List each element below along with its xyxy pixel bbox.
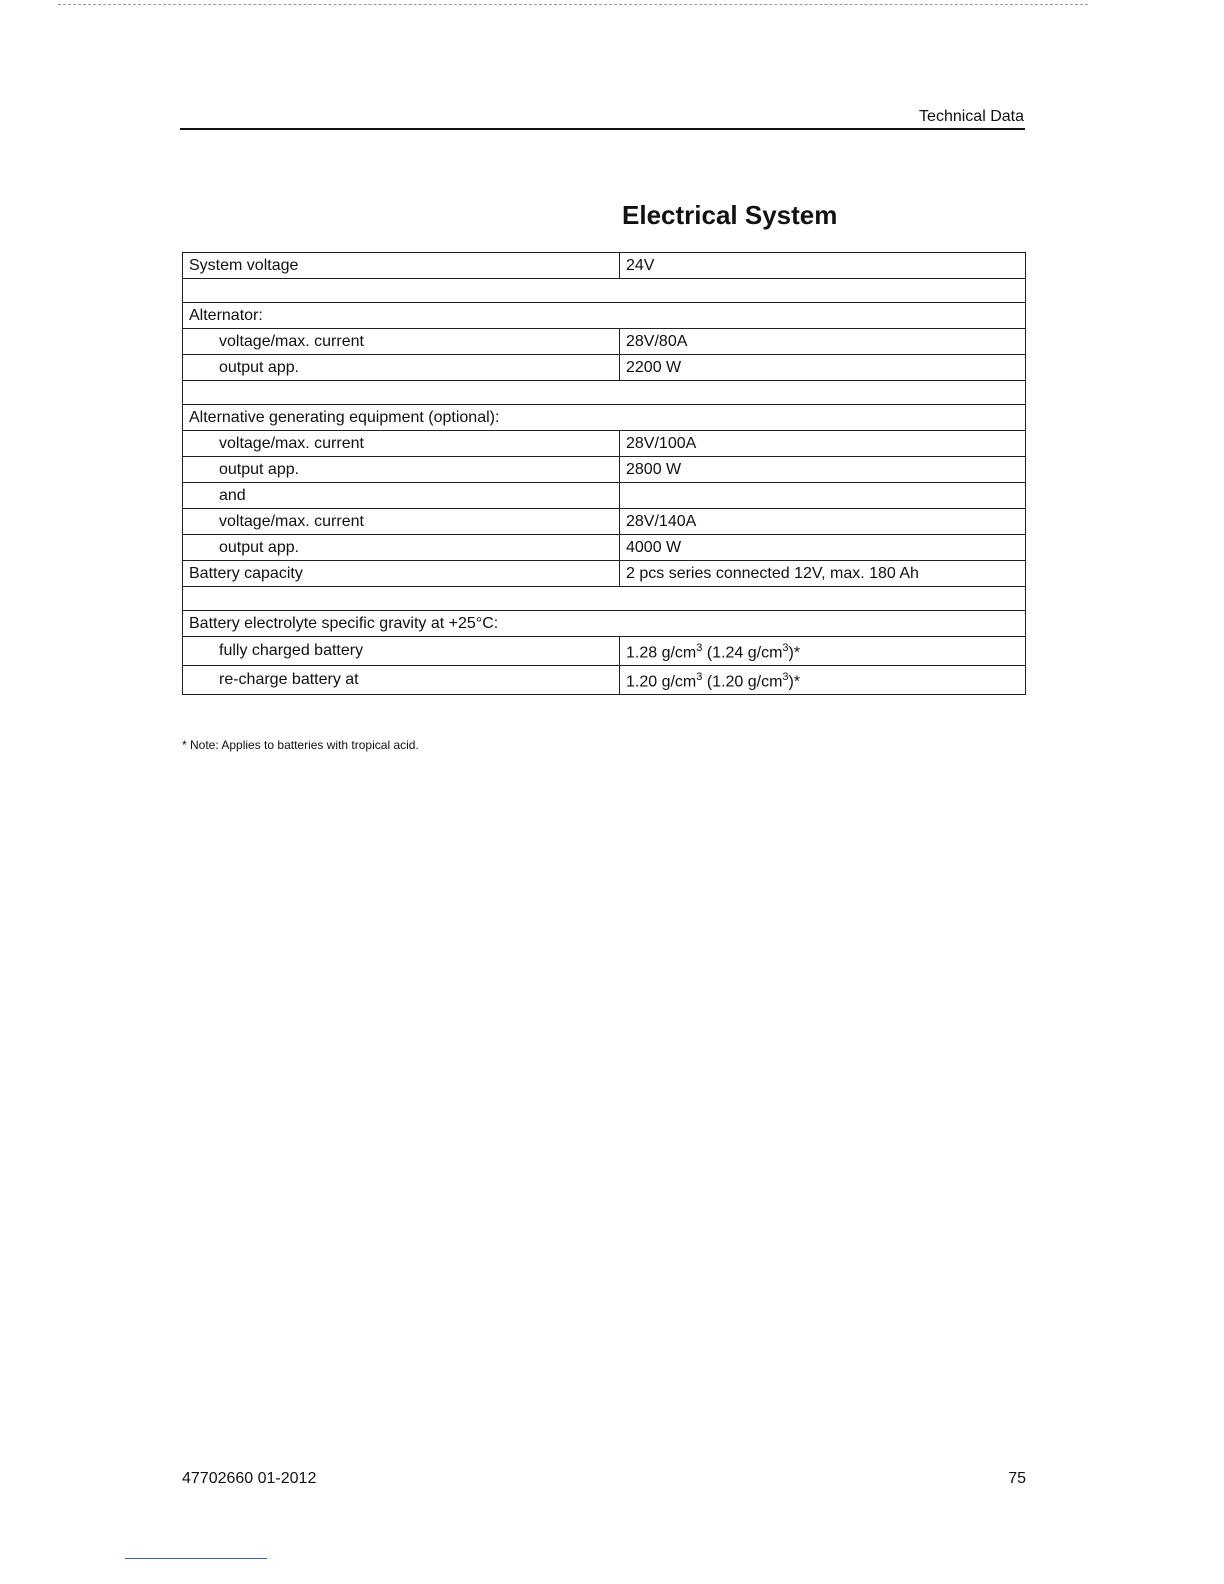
spec-value: 28V/80A	[620, 329, 1026, 355]
header-divider	[180, 128, 1025, 130]
table-row	[183, 637, 1026, 666]
value-paren: (1.20 g/cm	[702, 673, 783, 691]
superscript: 3	[782, 671, 789, 684]
table-row	[183, 561, 1026, 587]
scan-top-edge	[58, 4, 1088, 5]
superscript: 3	[782, 642, 789, 655]
group-heading: Alternative generating equipment (optional):	[183, 405, 1026, 431]
spec-label: output app.	[183, 457, 620, 483]
spec-label: and	[183, 483, 620, 509]
page-title: Electrical System	[622, 200, 838, 230]
table-spacer-row	[183, 587, 1026, 611]
spec-label: re-charge battery at	[183, 666, 620, 695]
value-end: )*	[788, 644, 801, 662]
spec-label: output app.	[183, 535, 620, 561]
spec-value: 2800 W	[620, 457, 1026, 483]
table-spacer-row	[183, 381, 1026, 405]
table-row	[183, 329, 1026, 355]
superscript: 3	[696, 642, 703, 655]
table-row	[183, 355, 1026, 381]
spec-value: 28V/140A	[620, 509, 1026, 535]
table-row	[183, 303, 1026, 329]
spec-value	[620, 483, 1026, 509]
table-row	[183, 483, 1026, 509]
spec-label: voltage/max. current	[183, 509, 620, 535]
spec-label: System voltage	[183, 253, 620, 279]
section-header: Technical Data	[919, 108, 1024, 125]
spec-label: Battery capacity	[183, 561, 620, 587]
page-number: 75	[1008, 1470, 1026, 1487]
superscript: 3	[696, 671, 703, 684]
spec-value: 4000 W	[620, 535, 1026, 561]
table-row	[183, 431, 1026, 457]
table-row	[183, 535, 1026, 561]
spec-value: 2 pcs series connected 12V, max. 180 Ah	[620, 561, 1026, 587]
table-row	[183, 405, 1026, 431]
table-row	[183, 509, 1026, 535]
value-main: 1.28 g/cm	[626, 644, 697, 662]
table-spacer-row	[183, 279, 1026, 303]
spec-value: 28V/100A	[620, 431, 1026, 457]
spec-value: 24V	[620, 253, 1026, 279]
spec-label: voltage/max. current	[183, 329, 620, 355]
group-heading: Alternator:	[183, 303, 1026, 329]
spec-label: fully charged battery	[183, 637, 620, 666]
spec-value: 2200 W	[620, 355, 1026, 381]
table-row	[183, 611, 1026, 637]
table-row	[183, 457, 1026, 483]
value-paren: (1.24 g/cm	[702, 644, 783, 662]
table-row	[183, 253, 1026, 279]
spec-label: output app.	[183, 355, 620, 381]
spec-label: voltage/max. current	[183, 431, 620, 457]
electrical-spec-table	[182, 252, 1026, 695]
spec-value	[620, 666, 1026, 695]
scan-bottom-mark	[125, 1558, 267, 1559]
value-end: )*	[788, 673, 801, 691]
table-row	[183, 666, 1026, 695]
footnote: * Note: Applies to batteries with tropical acid.	[182, 738, 419, 752]
spec-value	[620, 637, 1026, 666]
value-main: 1.20 g/cm	[626, 673, 697, 691]
group-heading: Battery electrolyte specific gravity at +25°C:	[183, 611, 1026, 637]
doc-number: 47702660 01-2012	[182, 1470, 317, 1487]
